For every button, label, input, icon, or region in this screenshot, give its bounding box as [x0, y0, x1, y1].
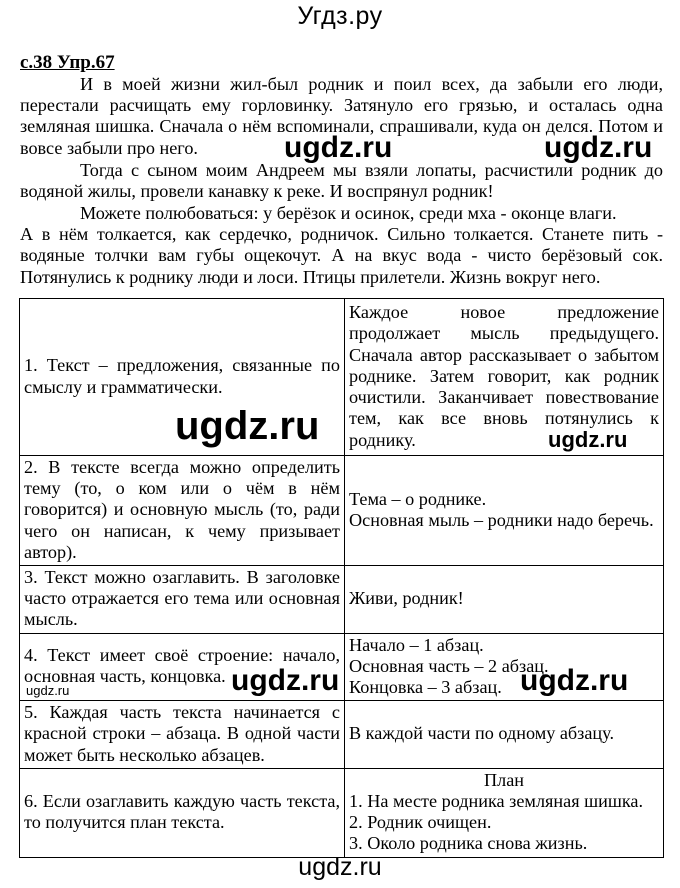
exercise-label: с.38 Упр.67 [20, 52, 115, 73]
site-header: Угдз.ру [297, 2, 383, 30]
table-cell-right [345, 456, 664, 566]
table-cell-left: 2. В тексте всегда можно определить тему (то, о ком или о чём в нём говорится) и основную мысль (то, ради чего он написан, к чему призывает автор). [20, 456, 345, 566]
table-row [20, 701, 664, 769]
watermark: ugdz.ru [520, 664, 629, 697]
table-cell-left: 4. Текст имеет своё строение: начало, основная часть, концовка. [20, 633, 345, 701]
paragraph-3-line: Можете полюбоваться: у берёзок и осинок, среди мха - оконце влаги. [80, 203, 617, 223]
plan-title: План [483, 769, 525, 790]
paragraph-3-line: А в нём толкается, как сердечко, родничок. Сильно толкается. Станете пить - [20, 224, 663, 245]
table-row [20, 566, 664, 634]
table-cell-right: В каждой части по одному абзацу. [345, 701, 664, 769]
right-line: 3. Около родника снова жизнь. [349, 833, 588, 854]
paragraph-3-line: Потянулись к роднику люди и лоси. Птицы прилетели. Жизнь вокруг него. [20, 266, 601, 287]
table-row [20, 456, 664, 566]
right-line: Начало – 1 абзац. [349, 634, 484, 655]
table-cell-left: 1. Текст – предложения, связанные по смыслу и грамматически. [20, 299, 345, 456]
watermark: ugdz.ru [544, 131, 653, 164]
watermark: ugdz.ru [175, 404, 320, 448]
paragraph-2: Тогда с сыном моим Андреем мы взяли лопаты, расчистили родник до водяной жилы, провели канавку к реке. И воспрянул родник! [20, 160, 663, 202]
analysis-table [19, 298, 664, 858]
table-cell-right: Каждое новое предложение продолжает мысль предыдущего. Сначала автор рассказывает о забытом роднике. Затем говорит, как родник очистили. Заканчивает повествование тем, как все вновь потянулись к роднику. [345, 299, 664, 456]
right-line: Тема – о роднике. [349, 488, 487, 509]
table-row [20, 768, 664, 857]
right-line: 1. На месте родника земляная шишка. [349, 791, 644, 812]
table-cell-left: 3. Текст можно озаглавить. В заголовке часто отражается его тема или основная мысль. [20, 566, 345, 634]
table-cell-right [345, 768, 664, 857]
table-cell-left: 6. Если озаглавить каждую часть текста, то получится план текста. [20, 768, 345, 857]
watermark: ugdz.ru [284, 131, 393, 164]
paragraph-3 [20, 203, 663, 288]
table-cell-right: Живи, родник! [345, 566, 664, 634]
footer-watermark: ugdz.ru [298, 853, 382, 881]
paragraph-3-line: водяные толчки вам губы ощекочут. А на вкус вода - чисто берёзовый сок. [20, 245, 663, 266]
right-line: 2. Родник очищен. [349, 812, 492, 833]
paragraph-1: И в моей жизни жил-был родник и поил всех, да забыли его люди, перестали расчищать ему горловинку. Затянуло его грязью, и осталась одна земляная шишка. Сначала о нём вспоминали, спрашивали, куда он делся. Потом и вовсе забыли про него. [20, 74, 663, 158]
right-line: Концовка – 3 абзац. [349, 677, 502, 698]
right-line: Основная мыль – родники надо беречь. [349, 510, 654, 530]
table-cell-left: 5. Каждая часть текста начинается с красной строки – абзаца. В одной части может быть несколько абзацев. [20, 701, 345, 769]
watermark: ugdz.ru [26, 683, 70, 698]
right-line: Основная часть – 2 абзац. [349, 655, 549, 676]
watermark: ugdz.ru [548, 427, 628, 452]
watermark: ugdz.ru [231, 664, 340, 697]
